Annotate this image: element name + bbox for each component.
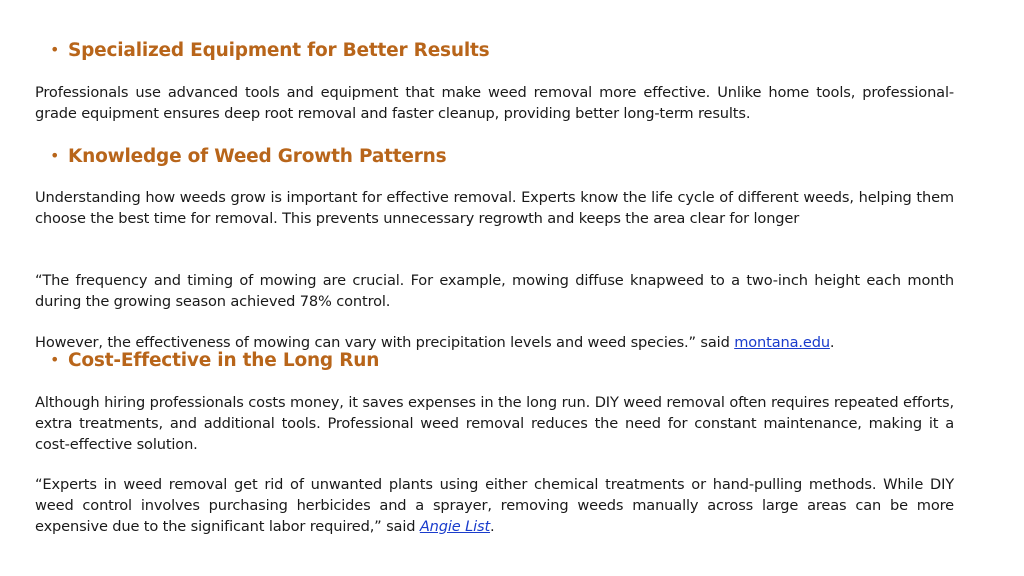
section-heading-cost-effective xyxy=(50,348,379,373)
bullet-icon: • xyxy=(50,40,60,59)
heading-text: Knowledge of Weed Growth Patterns xyxy=(68,146,447,167)
link-suffix: . xyxy=(829,334,835,351)
bullet-icon: • xyxy=(50,350,60,369)
quote-mowing: “The frequency and timing of mowing are crucial. For example, mowing diffuse knapweed to a two-inch height each month during the growing season achieved 78% control. xyxy=(35,272,954,310)
angie-list-link[interactable]: Angie List xyxy=(419,517,491,535)
bullet-icon: • xyxy=(50,146,60,165)
paragraph-weed-growth: Understanding how weeds grow is important for effective removal. Experts know the life cycle of different weeds, helping them choose the best time for removal. This prevents unnecessary regrowth and keeps the area clear for longer xyxy=(35,189,954,227)
paragraph-equipment: Professionals use advanced tools and equipment that make weed removal more effective. Unlike home tools, professional-grade equipment ensures deep root removal and faster cleanup, providing better long-term results. xyxy=(35,84,954,122)
section-heading-weed-growth xyxy=(50,144,446,169)
quote-experts xyxy=(35,475,954,537)
montana-edu-link[interactable]: montana.edu xyxy=(734,334,830,351)
attribution-text: However, the effectiveness of mowing can vary with precipitation levels and weed species.” said xyxy=(35,334,735,351)
heading-text: Specialized Equipment for Better Results xyxy=(68,40,490,61)
link-suffix: . xyxy=(490,517,495,535)
paragraph-cost-effective: Although hiring professionals costs money, it saves expenses in the long run. DIY weed removal often requires repeated efforts, extra treatments, and additional tools. Professional weed removal reduces the need for constant maintenance, making it a cost-effective solution. xyxy=(35,394,954,453)
heading-text: Cost-Effective in the Long Run xyxy=(68,350,380,371)
quote-experts-text: “Experts in weed removal get rid of unwanted plants using either chemical treatments or hand-pulling methods. While DIY weed control involves purchasing herbicides and a sprayer, removing weeds manually across large areas can be more expensive due to the significant labor required,” said xyxy=(35,476,954,535)
section-heading-specialized-equipment xyxy=(50,38,489,63)
